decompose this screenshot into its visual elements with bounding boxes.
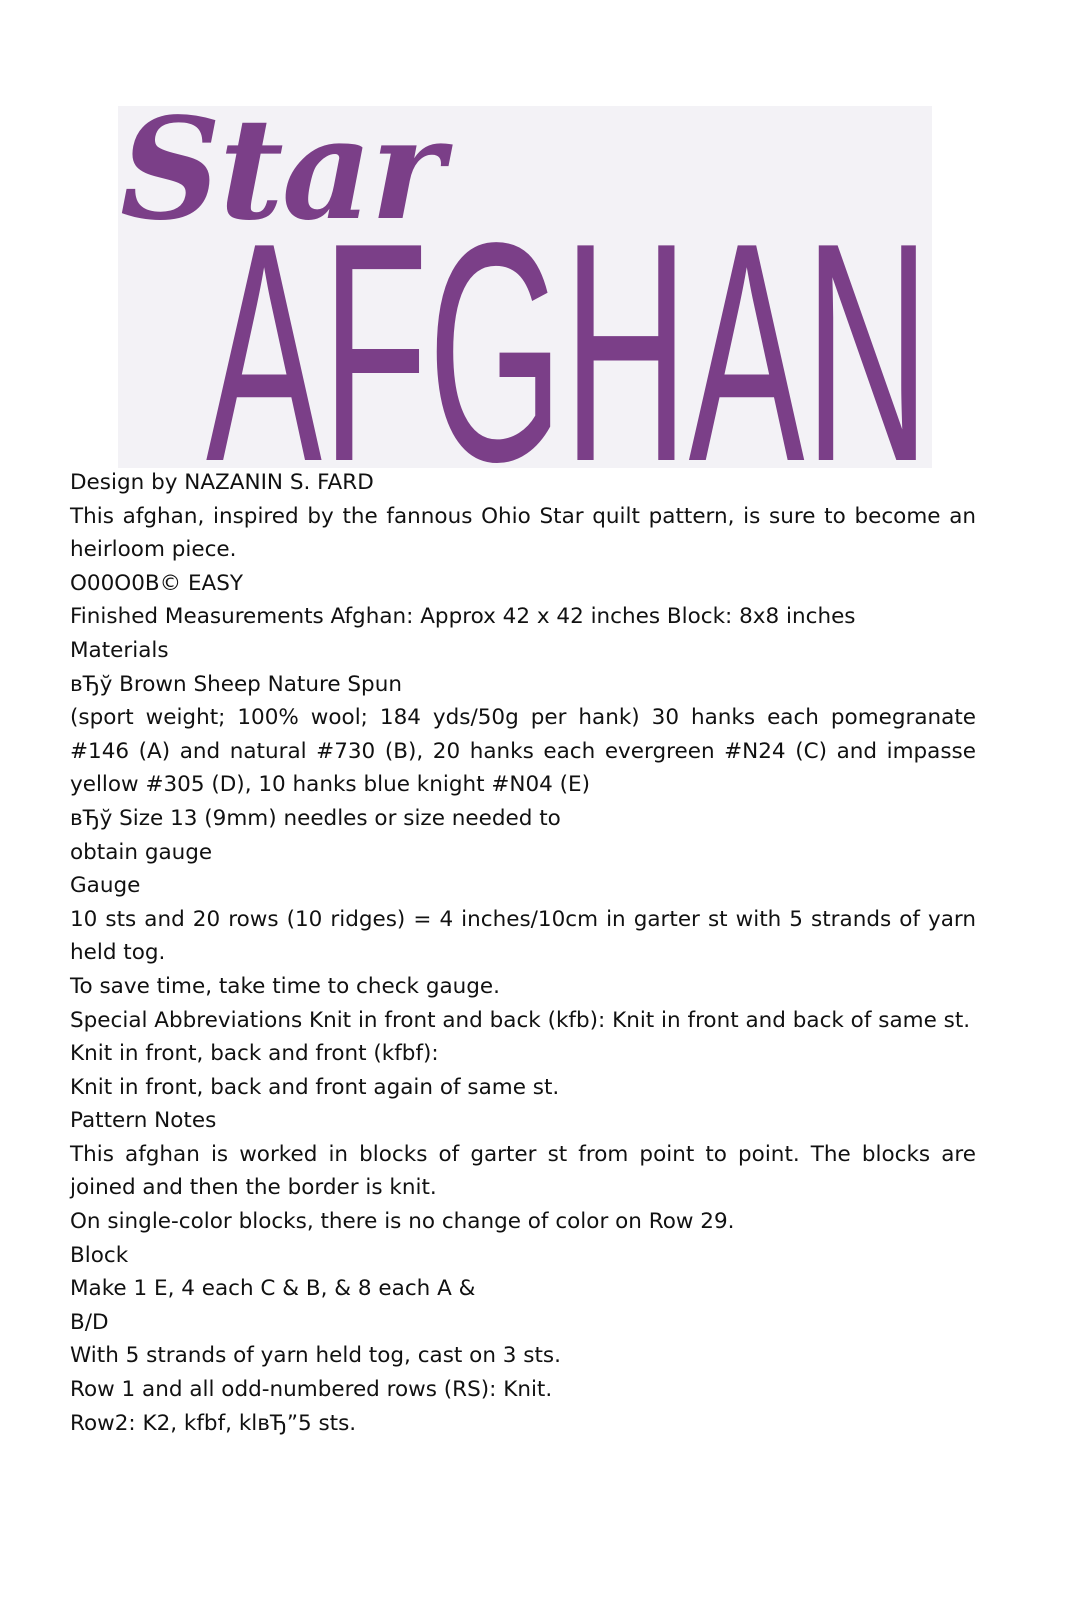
gauge-heading: Gauge	[70, 873, 141, 899]
row-1-instruction: Row 1 and all odd-numbered rows (RS): Knit.	[70, 1377, 553, 1403]
single-color-note: On single-color blocks, there is no change of color on Row 29.	[70, 1209, 735, 1235]
title-star-text: Star	[120, 106, 443, 252]
pattern-text	[70, 466, 976, 1440]
block-count-continued: B/D	[70, 1309, 109, 1335]
needles-item-continued: obtain gauge	[70, 839, 213, 865]
needles-item: вЂў Size 13 (9mm) needles or size needed to	[70, 805, 561, 831]
block-heading: Block	[70, 1242, 129, 1268]
skill-level: O00O0B© EASY	[70, 570, 244, 596]
title-graphic	[118, 106, 932, 468]
designer-credit: Design by NAZANIN S. FARD	[70, 470, 374, 495]
gauge-text: 10 sts and 20 rows (10 ridges) = 4 inches/10cm in garter st with 5 strands of yarn held tog.	[70, 906, 976, 966]
finished-measurements: Finished Measurements Afghan: Approx 42 x 42 inches Block: 8x8 inches	[70, 604, 856, 630]
abbreviation-kfbf-term: Knit in front, back and front (kfbf):	[70, 1041, 439, 1067]
cast-on-instruction: With 5 strands of yarn held tog, cast on 3 sts.	[70, 1343, 561, 1369]
block-count: Make 1 E, 4 each C & B, & 8 each A &	[70, 1276, 476, 1302]
abbreviation-kfbf-definition: Knit in front, back and front again of same st.	[70, 1074, 560, 1100]
gauge-note: To save time, take time to check gauge.	[70, 973, 500, 999]
pattern-notes-heading: Pattern Notes	[70, 1108, 217, 1134]
title-afghan-text	[206, 236, 932, 466]
intro-paragraph: This afghan, inspired by the fannous Ohio Star quilt pattern, is sure to become an heirloom piece.	[70, 503, 976, 563]
abbreviations-kfb: Special Abbreviations Knit in front and back (kfb): Knit in front and back of same st.	[70, 1007, 971, 1033]
yarn-item: вЂў Brown Sheep Nature Spun	[70, 671, 402, 697]
pattern-notes-text: This afghan is worked in blocks of garter st from point to point. The blocks are joined and then the border is knit.	[70, 1141, 976, 1201]
row-2-instruction: Row2: K2, kfbf, klвЂ”5 sts.	[70, 1410, 357, 1436]
yarn-details: (sport weight; 100% wool; 184 yds/50g per hank) 30 hanks each pomegranate #146 (A) and natural #730 (B), 20 hanks each evergreen #N24 (C) and impasse yellow #305 (D), 10 hanks blue knight #N04 (E)	[70, 705, 976, 798]
svg-text:AFGHAN: AFGHAN	[206, 236, 930, 466]
materials-heading: Materials	[70, 637, 169, 663]
